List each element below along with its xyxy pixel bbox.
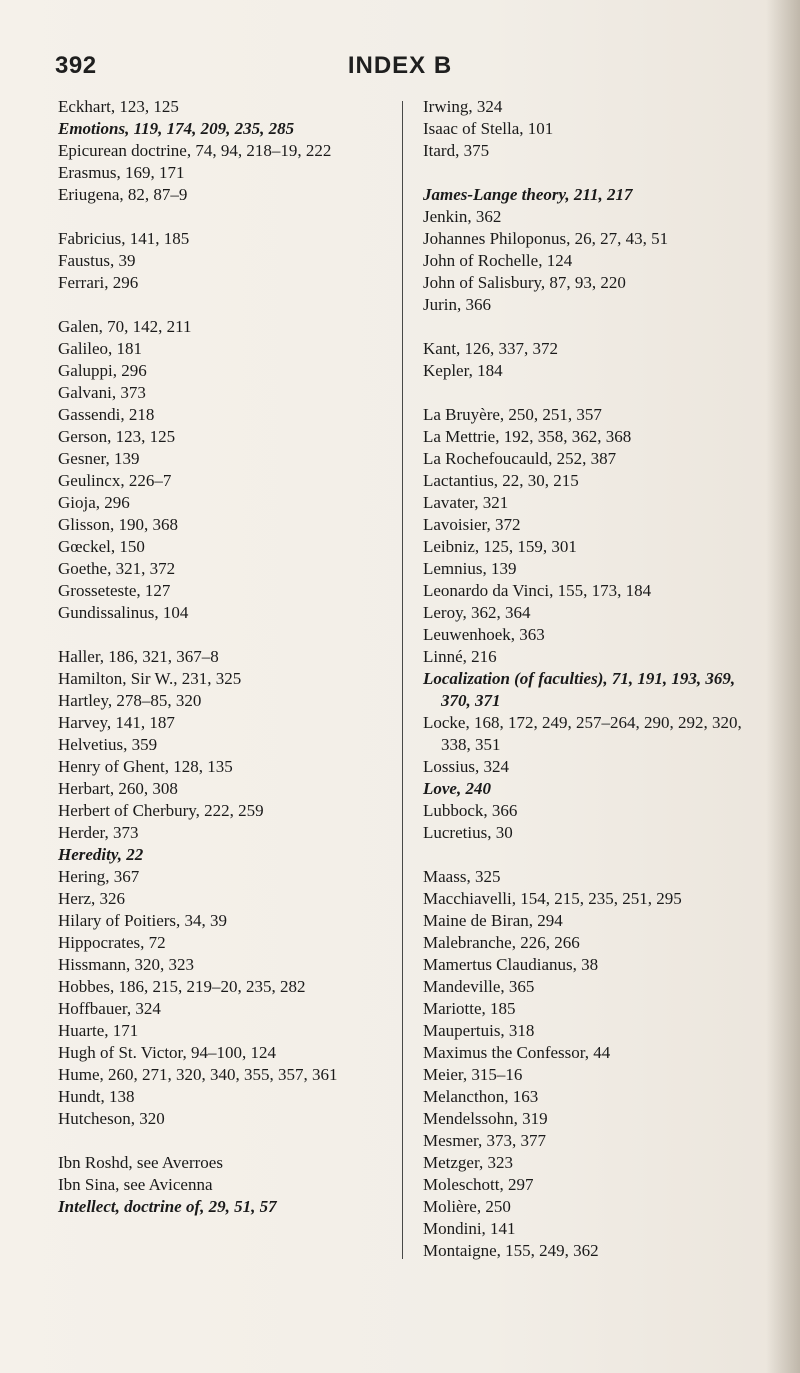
index-entry: John of Rochelle, 124 — [423, 251, 573, 270]
index-entry: La Bruyère, 250, 251, 357 — [423, 405, 602, 424]
index-entry: Hume, 260, 271, 320, 340, 355, 357, 361 — [58, 1065, 338, 1084]
index-entry: Galen, 70, 142, 211 — [58, 317, 192, 336]
index-entry: Faustus, 39 — [58, 251, 136, 270]
index-entry: Galuppi, 296 — [58, 361, 147, 380]
left-index-column — [58, 96, 388, 1218]
index-entry: Montaigne, 155, 249, 362 — [423, 1241, 599, 1260]
index-entry: Herbart, 260, 308 — [58, 779, 178, 798]
index-entry: Gœckel, 150 — [58, 537, 145, 556]
index-entry: Hundt, 138 — [58, 1087, 135, 1106]
index-entry: Maass, 325 — [423, 867, 501, 886]
index-entry: Haller, 186, 321, 367–8 — [58, 647, 219, 666]
index-entry: Meier, 315–16 — [423, 1065, 523, 1084]
index-section-gap — [423, 382, 753, 404]
index-entry: Leuwenhoek, 363 — [423, 625, 545, 644]
page-title: INDEX B — [347, 52, 453, 79]
index-entry: Lactantius, 22, 30, 215 — [423, 471, 579, 490]
index-section-gap — [58, 206, 388, 228]
index-entry: Harvey, 141, 187 — [58, 713, 175, 732]
index-entry: John of Salisbury, 87, 93, 220 — [423, 273, 626, 292]
index-entry: Localization (of faculties), 71, 191, 193, 369, 370, 371 — [423, 669, 736, 710]
index-entry: Heredity, 22 — [58, 845, 144, 864]
index-entry: Herbert of Cherbury, 222, 259 — [58, 801, 264, 820]
index-entry: Lucretius, 30 — [423, 823, 513, 842]
index-entry: Love, 240 — [423, 779, 491, 798]
index-entry: Eriugena, 82, 87–9 — [58, 185, 188, 204]
index-entry: Isaac of Stella, 101 — [423, 119, 554, 138]
index-entry: Mondini, 141 — [423, 1219, 516, 1238]
index-entry: Galileo, 181 — [58, 339, 143, 358]
index-section-gap — [58, 1130, 388, 1152]
index-entry: Hering, 367 — [58, 867, 140, 886]
index-entry: Johannes Philoponus, 26, 27, 43, 51 — [423, 229, 669, 248]
index-entry: La Mettrie, 192, 358, 362, 368 — [423, 427, 632, 446]
index-entry: Huarte, 171 — [58, 1021, 139, 1040]
index-entry: Linné, 216 — [423, 647, 497, 666]
index-entry: Moleschott, 297 — [423, 1175, 534, 1194]
index-entry: Hartley, 278–85, 320 — [58, 691, 202, 710]
index-entry: Ibn Sina, see Avicenna — [58, 1175, 213, 1194]
index-entry: Malebranche, 226, 266 — [423, 933, 580, 952]
index-entry: Gassendi, 218 — [58, 405, 155, 424]
index-section-gap — [423, 162, 753, 184]
index-entry: Goethe, 321, 372 — [58, 559, 176, 578]
index-entry: Mandeville, 365 — [423, 977, 535, 996]
index-entry: Henry of Ghent, 128, 135 — [58, 757, 233, 776]
index-entry: Mamertus Claudianus, 38 — [423, 955, 599, 974]
right-index-column — [423, 96, 753, 1262]
index-entry: Grosseteste, 127 — [58, 581, 171, 600]
index-section-gap — [423, 316, 753, 338]
index-entry: Emotions, 119, 174, 209, 235, 285 — [58, 119, 295, 138]
index-entry: Lemnius, 139 — [423, 559, 517, 578]
index-entry: Hippocrates, 72 — [58, 933, 166, 952]
index-entry: Kepler, 184 — [423, 361, 503, 380]
column-divider — [402, 101, 403, 1259]
index-entry: Eckhart, 123, 125 — [58, 97, 179, 116]
index-section-gap — [58, 294, 388, 316]
index-entry: Herz, 326 — [58, 889, 126, 908]
page-edge-shadow — [766, 0, 800, 1373]
index-entry: Leonardo da Vinci, 155, 173, 184 — [423, 581, 652, 600]
index-entry: Fabricius, 141, 185 — [58, 229, 190, 248]
index-entry: Geulincx, 226–7 — [58, 471, 172, 490]
index-entry: Hoffbauer, 324 — [58, 999, 161, 1018]
index-entry: Metzger, 323 — [423, 1153, 513, 1172]
page-number: 392 — [55, 52, 97, 79]
index-entry: Maximus the Confessor, 44 — [423, 1043, 611, 1062]
index-entry: Galvani, 373 — [58, 383, 146, 402]
index-entry: Gerson, 123, 125 — [58, 427, 176, 446]
index-entry: Ferrari, 296 — [58, 273, 139, 292]
index-entry: Lossius, 324 — [423, 757, 509, 776]
index-entry: Irwing, 324 — [423, 97, 503, 116]
index-entry: Mariotte, 185 — [423, 999, 516, 1018]
index-entry: Hugh of St. Victor, 94–100, 124 — [58, 1043, 277, 1062]
index-entry: Gesner, 139 — [58, 449, 140, 468]
index-entry: La Rochefoucauld, 252, 387 — [423, 449, 617, 468]
index-entry: James-Lange theory, 211, 217 — [423, 185, 633, 204]
index-entry: Lubbock, 366 — [423, 801, 518, 820]
index-entry: Macchiavelli, 154, 215, 235, 251, 295 — [423, 889, 682, 908]
index-entry: Kant, 126, 337, 372 — [423, 339, 559, 358]
index-section-gap — [58, 624, 388, 646]
index-entry: Locke, 168, 172, 249, 257–264, 290, 292, 320, 338, 351 — [423, 713, 742, 754]
index-entry: Hissmann, 320, 323 — [58, 955, 194, 974]
index-entry: Helvetius, 359 — [58, 735, 158, 754]
index-entry: Lavoisier, 372 — [423, 515, 521, 534]
index-entry: Gioja, 296 — [58, 493, 130, 512]
index-entry: Leroy, 362, 364 — [423, 603, 531, 622]
index-entry: Gundissalinus, 104 — [58, 603, 189, 622]
index-entry: Itard, 375 — [423, 141, 490, 160]
index-entry: Ibn Roshd, see Averroes — [58, 1153, 223, 1172]
index-entry: Jenkin, 362 — [423, 207, 502, 226]
index-entry: Herder, 373 — [58, 823, 139, 842]
index-entry: Lavater, 321 — [423, 493, 509, 512]
index-entry: Erasmus, 169, 171 — [58, 163, 185, 182]
index-entry: Mesmer, 373, 377 — [423, 1131, 547, 1150]
index-entry: Jurin, 366 — [423, 295, 491, 314]
index-entry: Molière, 250 — [423, 1197, 511, 1216]
index-entry: Glisson, 190, 368 — [58, 515, 178, 534]
index-entry: Melancthon, 163 — [423, 1087, 539, 1106]
index-entry: Maupertuis, 318 — [423, 1021, 535, 1040]
index-entry: Maine de Biran, 294 — [423, 911, 563, 930]
index-entry: Intellect, doctrine of, 29, 51, 57 — [58, 1197, 277, 1216]
index-section-gap — [423, 844, 753, 866]
index-entry: Hutcheson, 320 — [58, 1109, 165, 1128]
index-entry: Hobbes, 186, 215, 219–20, 235, 282 — [58, 977, 306, 996]
index-entry: Hamilton, Sir W., 231, 325 — [58, 669, 242, 688]
index-entry: Epicurean doctrine, 74, 94, 218–19, 222 — [58, 141, 332, 160]
index-entry: Hilary of Poitiers, 34, 39 — [58, 911, 228, 930]
index-entry: Leibniz, 125, 159, 301 — [423, 537, 577, 556]
page-header — [55, 52, 745, 90]
index-entry: Mendelssohn, 319 — [423, 1109, 548, 1128]
